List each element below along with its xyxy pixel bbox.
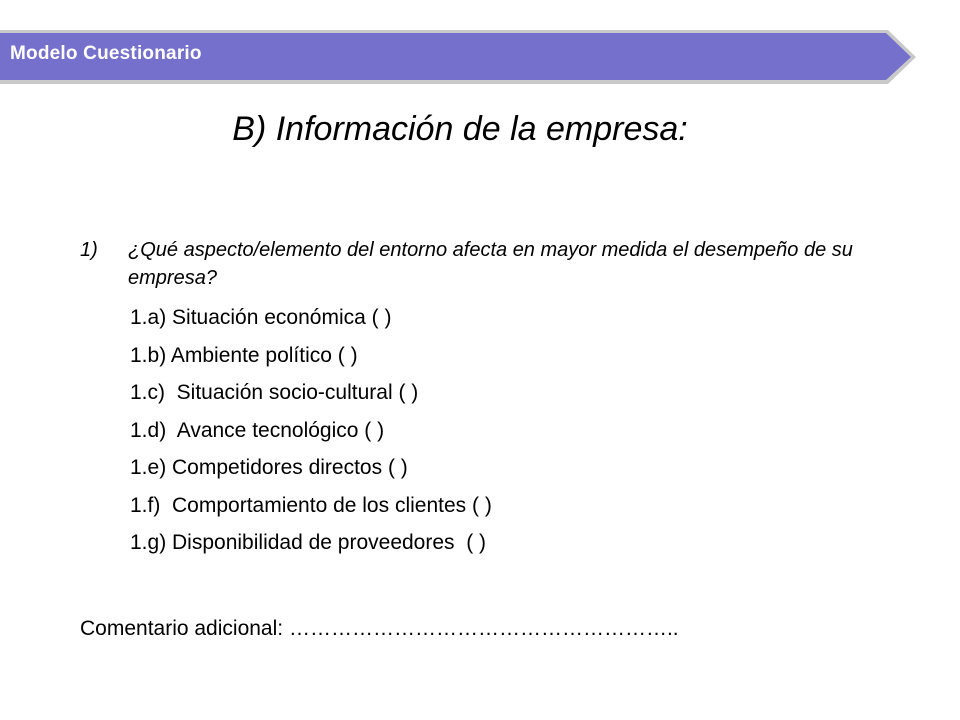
option-a[interactable]: 1.a) Situación económica ( ) [130,306,392,329]
option-b[interactable]: 1.b) Ambiente político ( ) [130,343,358,367]
option-c[interactable]: 1.c) Situación socio-cultural ( ) [130,381,419,404]
option-g[interactable]: 1.g) Disponibilidad de proveedores ( ) [130,531,487,554]
question-number: 1) [80,239,98,261]
question-text: ¿Qué aspecto/elemento del entorno afecta en mayor medida el desempeño de su empresa? [128,239,853,289]
option-d[interactable]: 1.d) Avance tecnológico ( ) [130,418,385,442]
banner-label: Modelo Cuestionario [10,43,202,64]
option-e[interactable]: 1.e) Competidores directos ( ) [130,456,408,479]
section-title: B) Información de la empresa: [232,110,688,148]
options-list [130,304,492,567]
additional-comment-field[interactable]: Comentario adicional: ……………………………………………….. [80,617,679,640]
option-f[interactable]: 1.f) Comportamiento de los clientes ( ) [130,493,492,517]
header-banner [0,28,920,86]
